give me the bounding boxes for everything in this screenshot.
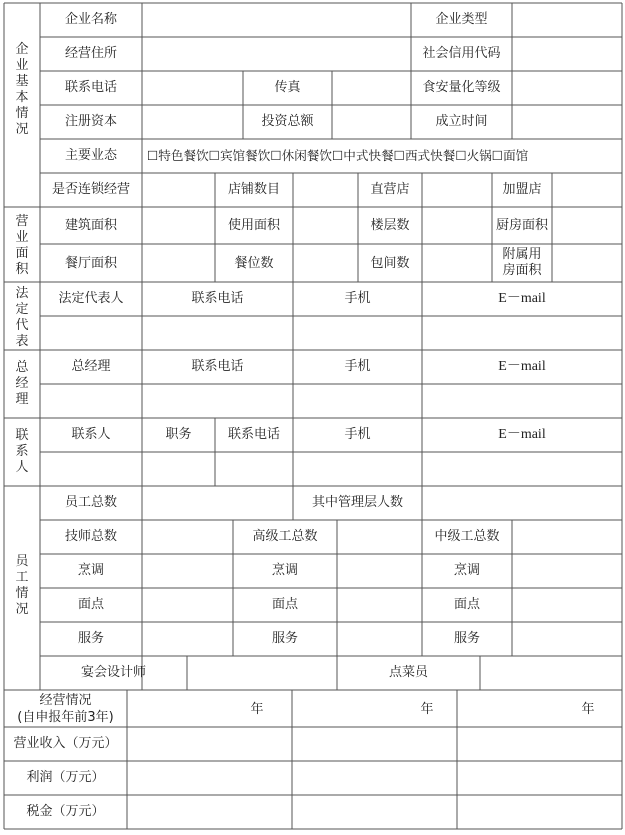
- label-main-business: 主要业态: [64, 148, 117, 163]
- label-reg-capital: 注册资本: [64, 114, 117, 129]
- section-legal-label: 法定代表: [15, 286, 29, 349]
- label-building-area: 建筑面积: [64, 218, 117, 233]
- label-gm-email: E－mail: [498, 359, 546, 374]
- label-revenue: 营业收入（万元）: [13, 736, 118, 751]
- label-service-senior: 服务: [271, 631, 298, 646]
- label-phone: 联系电话: [64, 80, 117, 95]
- label-gm: 总经理: [71, 359, 111, 374]
- label-floors: 楼层数: [370, 218, 410, 233]
- label-credit-code: 社会信用代码: [422, 46, 501, 61]
- label-year-2: 年: [420, 702, 434, 717]
- label-year-1: 年: [250, 702, 264, 717]
- label-legal-phone: 联系电话: [191, 291, 244, 306]
- label-cook-senior: 烹调: [271, 563, 298, 578]
- label-service-tech: 服务: [77, 631, 104, 646]
- label-company-type: 企业类型: [435, 12, 488, 27]
- label-contact-person: 联系人: [71, 427, 111, 442]
- label-ancillary-line2: 房面积: [502, 263, 542, 278]
- section-area-label: 营业面积: [15, 214, 29, 277]
- label-banquet-designer: 宴会设计师: [80, 665, 146, 680]
- label-seats: 餐位数: [234, 256, 274, 271]
- label-founded: 成立时间: [435, 114, 488, 129]
- label-food-safety: 食安量化等级: [422, 80, 501, 95]
- label-pastry-mid: 面点: [453, 597, 480, 612]
- label-address: 经营住所: [64, 46, 117, 61]
- label-dining-area: 餐厅面积: [64, 256, 117, 271]
- label-legal-rep: 法定代表人: [58, 291, 124, 306]
- label-ops-header-line2: (自申报年前3年): [17, 710, 114, 725]
- label-order-taker: 点菜员: [388, 665, 428, 680]
- label-legal-email: E－mail: [498, 291, 546, 306]
- label-managers: 其中管理层人数: [311, 495, 403, 510]
- section-gm-label: 总经理: [15, 360, 29, 407]
- label-tech-total: 技师总数: [64, 529, 117, 544]
- section-staff-label: 员工情况: [15, 554, 29, 617]
- label-franchise: 加盟店: [502, 182, 542, 197]
- label-service-mid: 服务: [453, 631, 480, 646]
- label-kitchen-area: 厨房面积: [495, 218, 548, 233]
- label-ancillary-line1: 附属用: [502, 247, 542, 262]
- label-tax: 税金（万元）: [26, 804, 105, 819]
- label-usable-area: 使用面积: [227, 218, 280, 233]
- label-contact-phone: 联系电话: [227, 427, 280, 442]
- label-fax: 传真: [274, 80, 301, 95]
- label-contact-position: 职务: [165, 427, 192, 442]
- label-contact-email: E－mail: [498, 427, 546, 442]
- label-pastry-senior: 面点: [271, 597, 298, 612]
- label-senior-total: 高级工总数: [252, 529, 318, 544]
- label-rooms: 包间数: [370, 256, 410, 271]
- label-company-name: 企业名称: [64, 12, 117, 27]
- label-direct: 直营店: [370, 182, 410, 197]
- label-year-3: 年: [581, 702, 595, 717]
- label-profit: 利润（万元）: [26, 770, 105, 785]
- label-cook-mid: 烹调: [453, 563, 480, 578]
- label-pastry-tech: 面点: [77, 597, 104, 612]
- label-cook-tech: 烹调: [77, 563, 104, 578]
- section-basic-label: 企业基本情况: [15, 42, 29, 137]
- label-store-count: 店铺数目: [227, 182, 280, 197]
- section-contact-label: 联系人: [15, 428, 29, 475]
- label-gm-mobile: 手机: [344, 359, 371, 374]
- label-contact-mobile: 手机: [344, 427, 371, 442]
- label-legal-mobile: 手机: [344, 291, 371, 306]
- label-mid-total: 中级工总数: [434, 529, 500, 544]
- label-staff-total: 员工总数: [64, 495, 117, 510]
- label-gm-phone: 联系电话: [191, 359, 244, 374]
- label-ops-header-line1: 经营情况: [39, 693, 92, 708]
- label-chain: 是否连锁经营: [51, 182, 130, 197]
- business-type-options[interactable]: ☐特色餐饮☐宾馆餐饮☐休闲餐饮☐中式快餐☐西式快餐☐火锅☐面馆: [147, 148, 529, 163]
- label-investment: 投资总额: [261, 114, 314, 129]
